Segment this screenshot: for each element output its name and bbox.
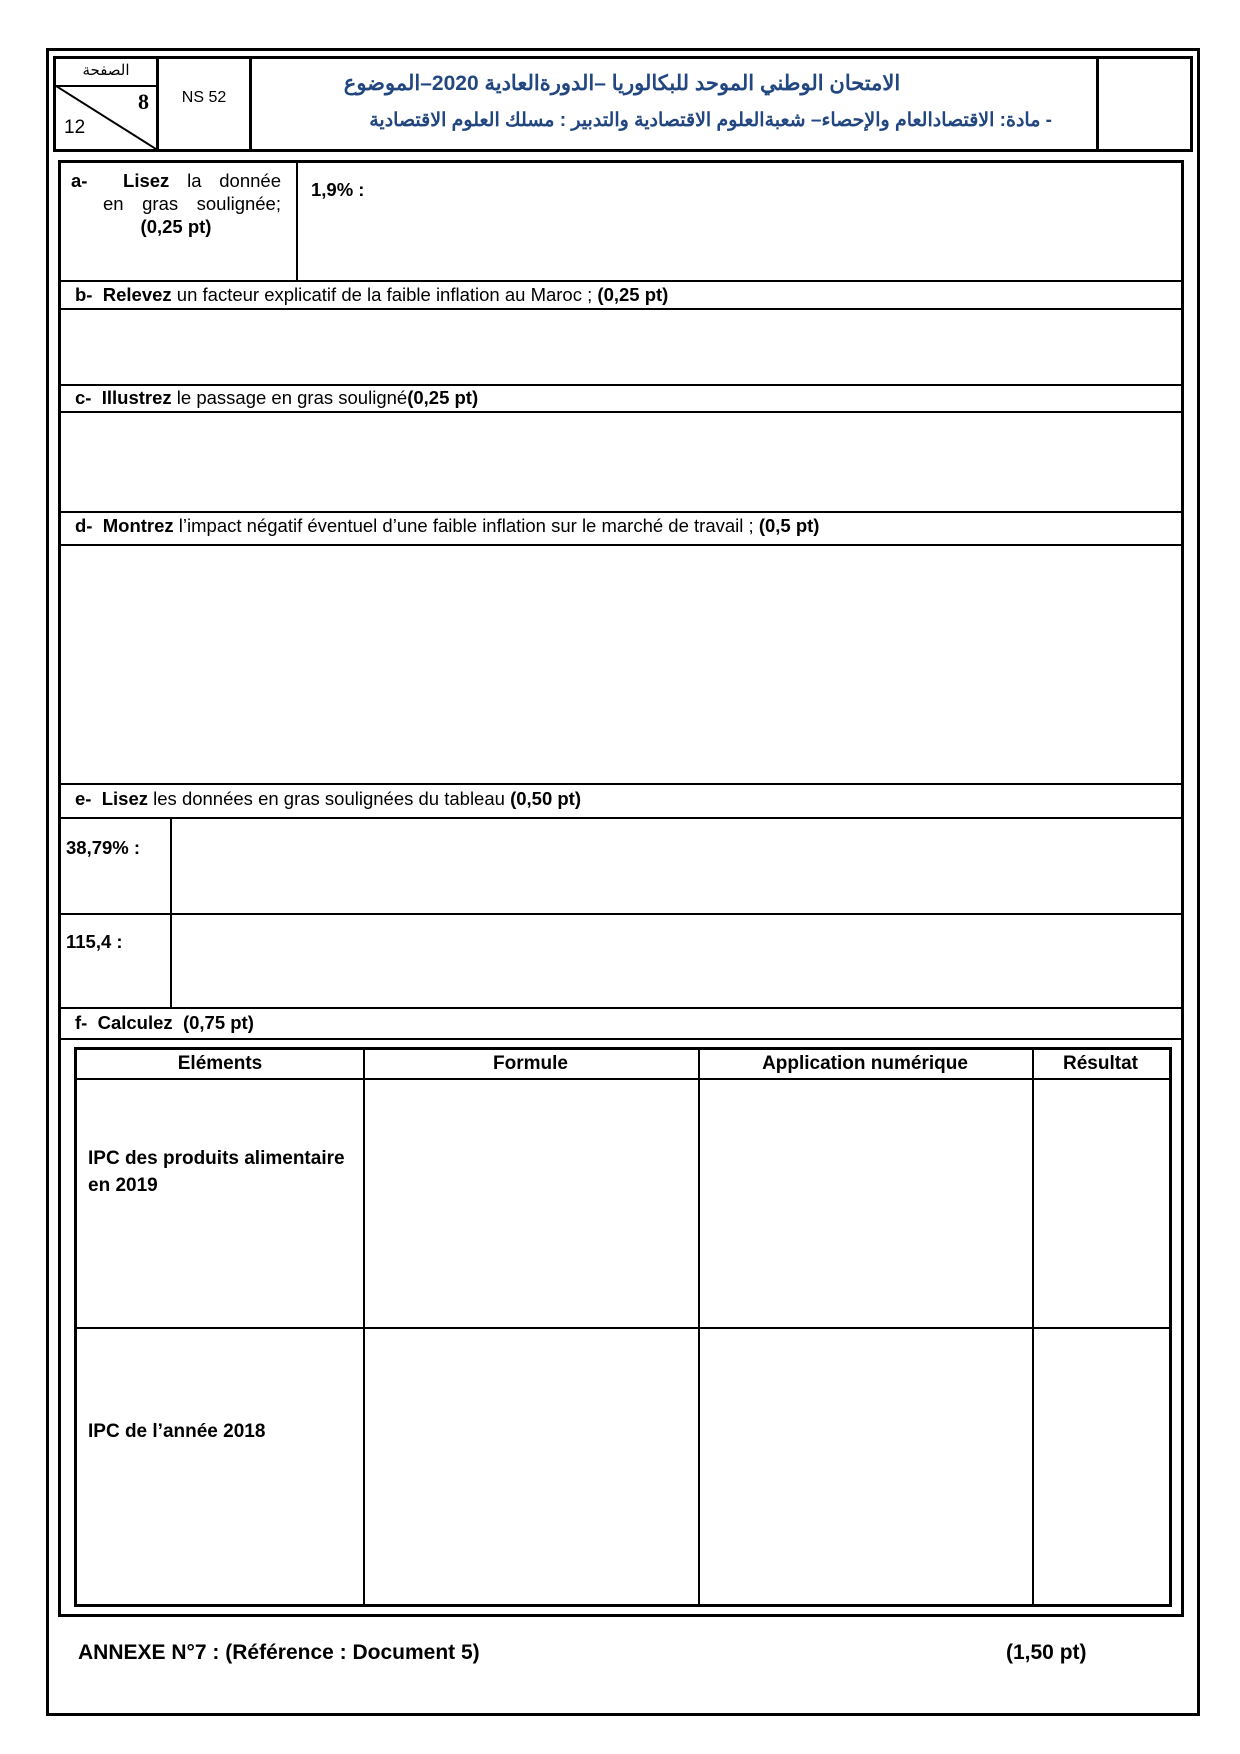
answer-e2-field[interactable]: [173, 915, 1181, 1005]
answer-c-field[interactable]: [61, 413, 1181, 509]
question-c: c- Illustrez le passage en gras souligné(0,25 pt): [75, 387, 479, 408]
page-label: الصفحة: [82, 62, 130, 79]
annex-title: ANNEXE N°7 : (Référence : Document 5): [78, 1641, 480, 1664]
answer-e-value-2: 115,4 :: [66, 931, 123, 952]
exam-subject: - مادة: الاقتصادالعام والإحصاء– شعبةالعلوم الاقتصادية والتدبير : مسلك العلوم الاقتصادية: [369, 110, 1052, 131]
table-row: IPC des produits alimentaire en 2019: [88, 1148, 345, 1196]
answer-e-value-1: 38,79% :: [66, 837, 141, 858]
question-b: b- Relevez un facteur explicatif de la faible inflation au Maroc ; (0,25 pt): [75, 284, 669, 305]
answer-e1-field[interactable]: [173, 819, 1181, 911]
exam-code: NS 52: [181, 89, 227, 106]
application-cell-1[interactable]: [700, 1080, 1030, 1325]
answer-a-field[interactable]: [311, 203, 1171, 273]
calc-table: [74, 1047, 1172, 1607]
col-header-application: Application numérique: [762, 1053, 968, 1074]
page-current: 8: [138, 89, 149, 114]
table-row: IPC de l’année 2018: [88, 1421, 266, 1442]
answer-d-field[interactable]: [61, 546, 1181, 781]
col-header-formule: Formule: [493, 1053, 568, 1074]
questions-box: [58, 160, 1184, 1617]
application-cell-2[interactable]: [700, 1329, 1030, 1604]
exam-title: الامتحان الوطني الموحد للبكالوريا –الدورةالعادية 2020–الموضوع: [343, 72, 901, 95]
resultat-cell-1[interactable]: [1034, 1080, 1168, 1325]
question-e: e- Lisez les données en gras soulignées du tableau (0,50 pt): [75, 788, 581, 809]
question-d: d- Montrez l’impact négatif éventuel d’une faible inflation sur le marché de travail ; (0,5 pt): [75, 515, 820, 536]
formule-cell-2[interactable]: [365, 1329, 696, 1604]
answer-b-field[interactable]: [61, 310, 1181, 382]
answer-a-value: 1,9% :: [311, 179, 365, 200]
col-header-elements: Eléments: [177, 1053, 263, 1074]
page-total: 12: [64, 117, 86, 138]
question-f: f- Calculez (0,75 pt): [75, 1012, 254, 1033]
col-header-resultat: Résultat: [1063, 1053, 1138, 1074]
resultat-cell-2[interactable]: [1034, 1329, 1168, 1604]
annex-points: (1,50 pt): [1006, 1641, 1087, 1664]
exam-header: [53, 56, 1193, 152]
formule-cell-1[interactable]: [365, 1080, 696, 1325]
question-a: a- Lisez la donnée en gras soulignée; (0,25 pt): [71, 170, 281, 237]
